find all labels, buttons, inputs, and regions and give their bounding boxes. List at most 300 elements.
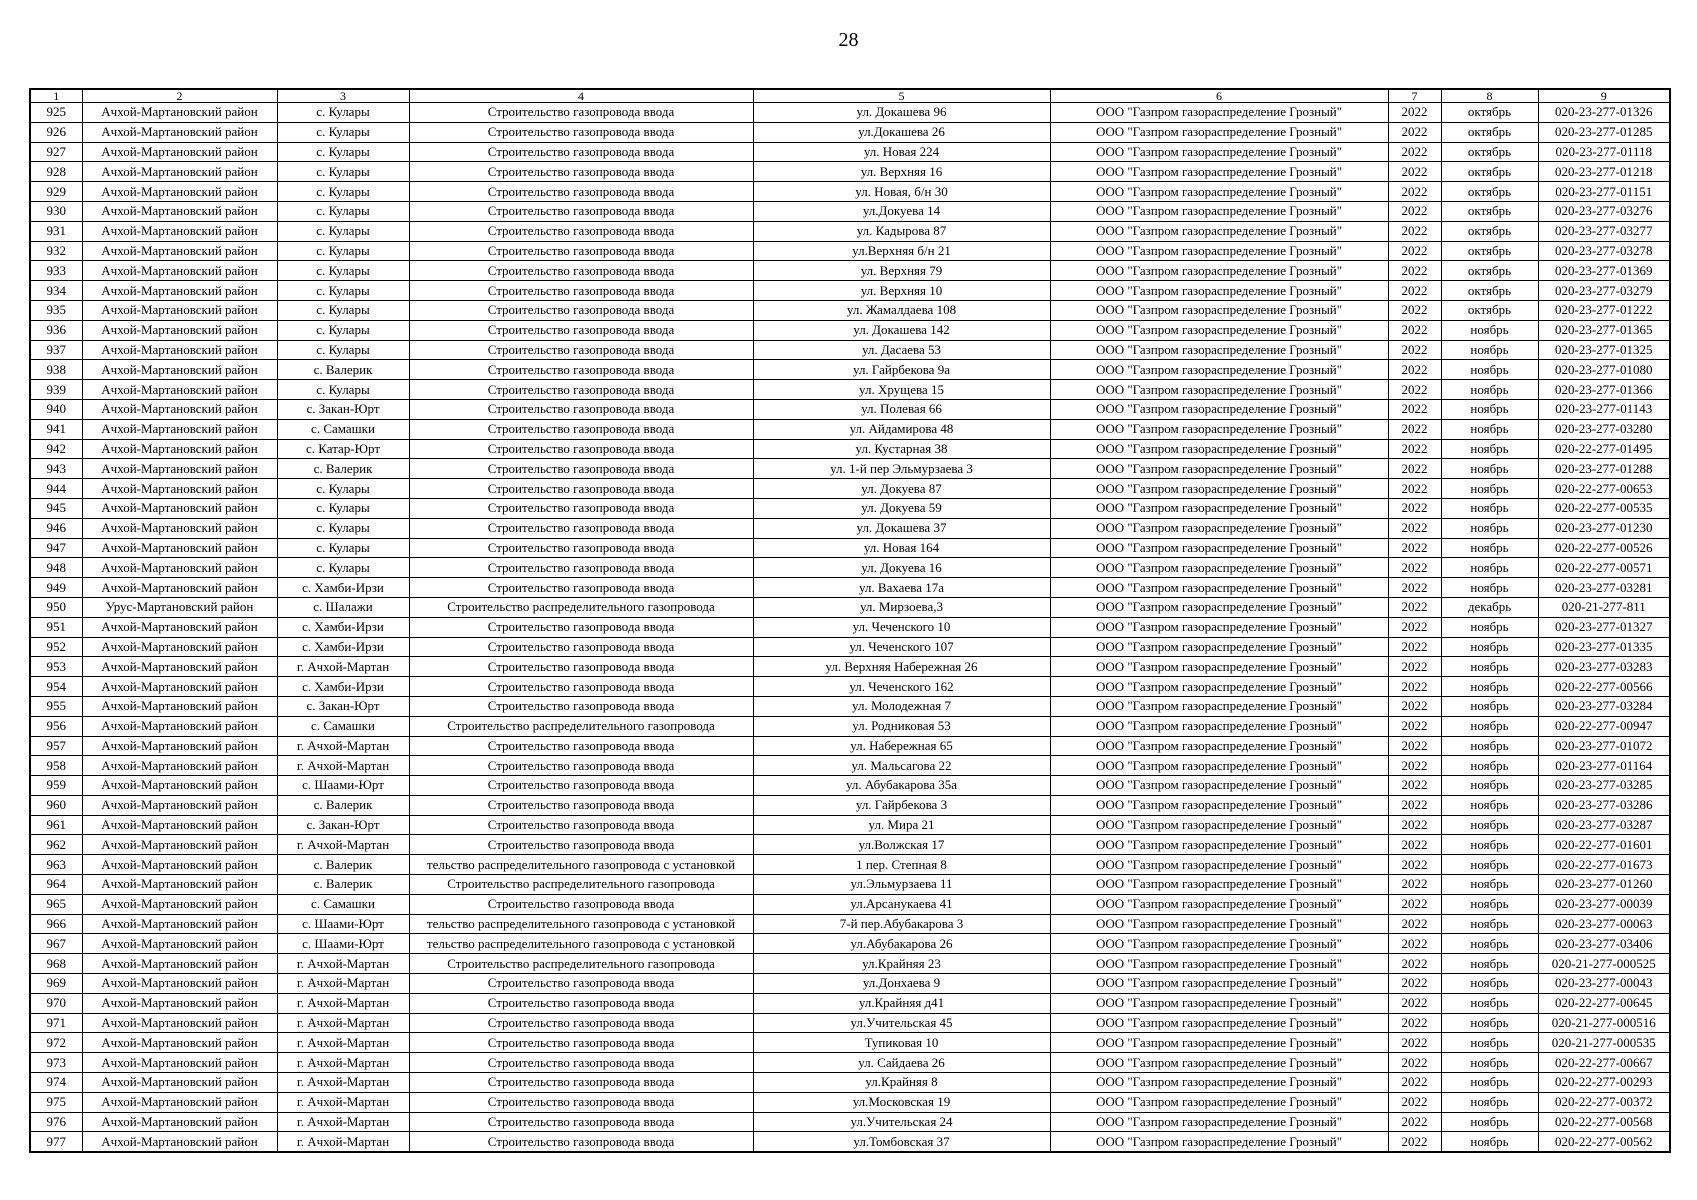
row-number-cell: 935 [30,300,82,320]
district-cell: Ачхой-Мартановский район [82,1112,277,1132]
month-cell: ноябрь [1441,1112,1538,1132]
year-cell: 2022 [1388,617,1441,637]
address-cell: ул. Гайрбекова 9а [753,360,1050,380]
year-cell: 2022 [1388,993,1441,1013]
row-number-cell: 931 [30,221,82,241]
organization-cell: ООО "Газпром газораспределение Грозный" [1050,162,1388,182]
permit-number-cell: 020-23-277-03276 [1538,201,1670,221]
row-number-cell: 939 [30,380,82,400]
row-number-cell: 948 [30,558,82,578]
year-cell: 2022 [1388,1073,1441,1093]
work-type-cell: Строительство газопровода ввода [409,459,753,479]
table-row [30,1112,1670,1132]
district-cell: Ачхой-Мартановский район [82,360,277,380]
permit-number-cell: 020-21-277-000516 [1538,1013,1670,1033]
work-type-cell: Строительство газопровода ввода [409,637,753,657]
permit-number-cell: 020-23-277-01325 [1538,340,1670,360]
row-number-cell: 976 [30,1112,82,1132]
year-cell: 2022 [1388,479,1441,499]
row-number-cell: 960 [30,795,82,815]
month-cell: ноябрь [1441,716,1538,736]
row-number-cell: 941 [30,419,82,439]
organization-cell: ООО "Газпром газораспределение Грозный" [1050,340,1388,360]
organization-cell: ООО "Газпром газораспределение Грозный" [1050,498,1388,518]
organization-cell: ООО "Газпром газораспределение Грозный" [1050,122,1388,142]
work-type-cell: Строительство распределительного газопровода [409,954,753,974]
district-cell: Ачхой-Мартановский район [82,221,277,241]
district-cell: Ачхой-Мартановский район [82,281,277,301]
work-type-cell: Строительство газопровода ввода [409,300,753,320]
organization-cell: ООО "Газпром газораспределение Грозный" [1050,835,1388,855]
district-cell: Ачхой-Мартановский район [82,103,277,123]
district-cell: Ачхой-Мартановский район [82,716,277,736]
address-cell: ул.Волжская 17 [753,835,1050,855]
permit-number-cell: 020-22-277-00293 [1538,1073,1670,1093]
year-cell: 2022 [1388,201,1441,221]
table-row [30,459,1670,479]
settlement-cell: с. Самашки [277,419,409,439]
permit-number-cell: 020-22-277-00667 [1538,1053,1670,1073]
month-cell: ноябрь [1441,360,1538,380]
work-type-cell: Строительство распределительного газопровода [409,597,753,617]
work-type-cell: Строительство газопровода ввода [409,974,753,994]
work-type-cell: Строительство газопровода ввода [409,241,753,261]
permit-number-cell: 020-23-277-00063 [1538,914,1670,934]
permit-number-cell: 020-23-277-03406 [1538,934,1670,954]
organization-cell: ООО "Газпром газораспределение Грозный" [1050,934,1388,954]
district-cell: Ачхой-Мартановский район [82,954,277,974]
permit-number-cell: 020-22-277-01673 [1538,855,1670,875]
permit-number-cell: 020-23-277-03283 [1538,657,1670,677]
district-cell: Ачхой-Мартановский район [82,320,277,340]
permit-number-cell: 020-23-277-01143 [1538,399,1670,419]
month-cell: ноябрь [1441,380,1538,400]
permit-number-cell: 020-22-277-00653 [1538,479,1670,499]
work-type-cell: Строительство газопровода ввода [409,558,753,578]
settlement-cell: г. Ачхой-Мартан [277,736,409,756]
address-cell: ул. Докашева 142 [753,320,1050,340]
table-row [30,993,1670,1013]
row-number-cell: 926 [30,122,82,142]
settlement-cell: г. Ачхой-Мартан [277,1132,409,1152]
table-row [30,1033,1670,1053]
settlement-cell: г. Ачхой-Мартан [277,993,409,1013]
district-cell: Ачхой-Мартановский район [82,875,277,895]
settlement-cell: с. Кулары [277,221,409,241]
settlement-cell: с. Кулары [277,201,409,221]
address-cell: ул.Учительская 45 [753,1013,1050,1033]
month-cell: ноябрь [1441,914,1538,934]
organization-cell: ООО "Газпром газораспределение Грозный" [1050,439,1388,459]
address-cell: ул. Гайрбекова 3 [753,795,1050,815]
month-cell: октябрь [1441,221,1538,241]
year-cell: 2022 [1388,1132,1441,1152]
month-cell: ноябрь [1441,835,1538,855]
settlement-cell: с. Шаами-Юрт [277,776,409,796]
address-cell: ул. Верхняя 79 [753,261,1050,281]
year-cell: 2022 [1388,182,1441,202]
year-cell: 2022 [1388,974,1441,994]
organization-cell: ООО "Газпром газораспределение Грозный" [1050,103,1388,123]
address-cell: ул. Хрущева 15 [753,380,1050,400]
address-cell: ул.Верхняя б/н 21 [753,241,1050,261]
work-type-cell: тельство распределительного газопровода с установкой [409,934,753,954]
work-type-cell: Строительство газопровода ввода [409,103,753,123]
settlement-cell: с. Кулары [277,380,409,400]
permit-number-cell: 020-23-277-01072 [1538,736,1670,756]
month-cell: октябрь [1441,300,1538,320]
month-cell: ноябрь [1441,1132,1538,1152]
year-cell: 2022 [1388,1013,1441,1033]
district-cell: Ачхой-Мартановский район [82,122,277,142]
district-cell: Ачхой-Мартановский район [82,993,277,1013]
district-cell: Ачхой-Мартановский район [82,795,277,815]
row-number-cell: 968 [30,954,82,974]
organization-cell: ООО "Газпром газораспределение Грозный" [1050,518,1388,538]
month-cell: ноябрь [1441,993,1538,1013]
settlement-cell: с. Кулары [277,281,409,301]
year-cell: 2022 [1388,320,1441,340]
district-cell: Ачхой-Мартановский район [82,855,277,875]
settlement-cell: с. Кулары [277,558,409,578]
table-row [30,103,1670,123]
table-row [30,1053,1670,1073]
column-number-row [30,89,1670,103]
table-row [30,677,1670,697]
row-number-cell: 937 [30,340,82,360]
row-number-cell: 956 [30,716,82,736]
permit-number-cell: 020-23-277-01164 [1538,756,1670,776]
month-cell: ноябрь [1441,320,1538,340]
address-cell: ул. Вахаева 17а [753,578,1050,598]
work-type-cell: Строительство газопровода ввода [409,677,753,697]
month-cell: ноябрь [1441,756,1538,776]
organization-cell: ООО "Газпром газораспределение Грозный" [1050,637,1388,657]
year-cell: 2022 [1388,597,1441,617]
month-cell: ноябрь [1441,954,1538,974]
table-row [30,835,1670,855]
row-number-cell: 959 [30,776,82,796]
year-cell: 2022 [1388,756,1441,776]
month-cell: ноябрь [1441,617,1538,637]
address-cell: ул. Дасаева 53 [753,340,1050,360]
work-type-cell: Строительство газопровода ввода [409,142,753,162]
year-cell: 2022 [1388,380,1441,400]
row-number-cell: 934 [30,281,82,301]
organization-cell: ООО "Газпром газораспределение Грозный" [1050,677,1388,697]
address-cell: ул. Мирзоева,3 [753,597,1050,617]
district-cell: Ачхой-Мартановский район [82,914,277,934]
district-cell: Ачхой-Мартановский район [82,479,277,499]
month-cell: ноябрь [1441,1033,1538,1053]
organization-cell: ООО "Газпром газораспределение Грозный" [1050,459,1388,479]
year-cell: 2022 [1388,795,1441,815]
permit-number-cell: 020-23-277-00043 [1538,974,1670,994]
address-cell: ул. Верхняя Набережная 26 [753,657,1050,677]
address-cell: ул. Новая 164 [753,538,1050,558]
row-number-cell: 936 [30,320,82,340]
permit-number-cell: 020-23-277-03286 [1538,795,1670,815]
organization-cell: ООО "Газпром газораспределение Грозный" [1050,954,1388,974]
work-type-cell: Строительство газопровода ввода [409,320,753,340]
address-cell: ул. Мальсагова 22 [753,756,1050,776]
organization-cell: ООО "Газпром газораспределение Грозный" [1050,914,1388,934]
settlement-cell: с. Шаами-Юрт [277,914,409,934]
settlement-cell: г. Ачхой-Мартан [277,1092,409,1112]
table-row [30,578,1670,598]
table-row [30,597,1670,617]
address-cell: ул.Крайняя 23 [753,954,1050,974]
work-type-cell: Строительство газопровода ввода [409,281,753,301]
work-type-cell: Строительство газопровода ввода [409,1092,753,1112]
month-cell: ноябрь [1441,974,1538,994]
table-row [30,696,1670,716]
address-cell: ул. Новая, б/н 30 [753,182,1050,202]
work-type-cell: Строительство газопровода ввода [409,815,753,835]
address-cell: ул. Чеченского 162 [753,677,1050,697]
organization-cell: ООО "Газпром газораспределение Грозный" [1050,617,1388,637]
settlement-cell: с. Самашки [277,894,409,914]
settlement-cell: с. Кулары [277,142,409,162]
organization-cell: ООО "Газпром газораспределение Грозный" [1050,993,1388,1013]
address-cell: ул. Кустарная 38 [753,439,1050,459]
address-cell: ул.Томбовская 37 [753,1132,1050,1152]
address-cell: ул. Жамалдаева 108 [753,300,1050,320]
month-cell: ноябрь [1441,518,1538,538]
year-cell: 2022 [1388,558,1441,578]
work-type-cell: тельство распределительного газопровода с установкой [409,855,753,875]
table-row [30,1092,1670,1112]
settlement-cell: г. Ачхой-Мартан [277,974,409,994]
table-row [30,498,1670,518]
district-cell: Ачхой-Мартановский район [82,1092,277,1112]
address-cell: ул. 1-й пер Эльмурзаева 3 [753,459,1050,479]
district-cell: Ачхой-Мартановский район [82,1013,277,1033]
month-cell: ноябрь [1441,815,1538,835]
address-cell: ул.Арсанукаева 41 [753,894,1050,914]
table-row [30,162,1670,182]
district-cell: Ачхой-Мартановский район [82,300,277,320]
month-cell: ноябрь [1441,657,1538,677]
row-number-cell: 961 [30,815,82,835]
permit-number-cell: 020-22-277-00535 [1538,498,1670,518]
address-cell: ул. Родниковая 53 [753,716,1050,736]
table-row [30,439,1670,459]
work-type-cell: Строительство газопровода ввода [409,756,753,776]
organization-cell: ООО "Газпром газораспределение Грозный" [1050,1073,1388,1093]
work-type-cell: Строительство газопровода ввода [409,419,753,439]
permit-number-cell: 020-22-277-00566 [1538,677,1670,697]
district-cell: Ачхой-Мартановский район [82,162,277,182]
table-row [30,974,1670,994]
row-number-cell: 972 [30,1033,82,1053]
work-type-cell: Строительство газопровода ввода [409,736,753,756]
permit-number-cell: 020-23-277-03285 [1538,776,1670,796]
year-cell: 2022 [1388,241,1441,261]
settlement-cell: с. Кулары [277,518,409,538]
permit-number-cell: 020-23-277-01080 [1538,360,1670,380]
column-number-cell: 5 [753,89,1050,103]
permit-number-cell: 020-23-277-01326 [1538,103,1670,123]
work-type-cell: Строительство газопровода ввода [409,894,753,914]
work-type-cell: Строительство газопровода ввода [409,538,753,558]
column-number-cell: 6 [1050,89,1388,103]
table-row [30,241,1670,261]
row-number-cell: 932 [30,241,82,261]
organization-cell: ООО "Газпром газораспределение Грозный" [1050,1132,1388,1152]
work-type-cell: Строительство газопровода ввода [409,835,753,855]
year-cell: 2022 [1388,162,1441,182]
permit-number-cell: 020-21-277-000535 [1538,1033,1670,1053]
table-row [30,558,1670,578]
settlement-cell: г. Ачхой-Мартан [277,1112,409,1132]
table-row [30,795,1670,815]
year-cell: 2022 [1388,914,1441,934]
row-number-cell: 952 [30,637,82,657]
year-cell: 2022 [1388,855,1441,875]
permit-number-cell: 020-21-277-811 [1538,597,1670,617]
address-cell: ул. Сайдаева 26 [753,1053,1050,1073]
table-row [30,815,1670,835]
organization-cell: ООО "Газпром газораспределение Грозный" [1050,736,1388,756]
district-cell: Ачхой-Мартановский район [82,1073,277,1093]
settlement-cell: с. Закан-Юрт [277,696,409,716]
work-type-cell: Строительство газопровода ввода [409,479,753,499]
organization-cell: ООО "Газпром газораспределение Грозный" [1050,795,1388,815]
district-cell: Ачхой-Мартановский район [82,1053,277,1073]
table-row [30,518,1670,538]
month-cell: ноябрь [1441,934,1538,954]
settlement-cell: с. Кулары [277,300,409,320]
work-type-cell: Строительство газопровода ввода [409,795,753,815]
address-cell: ул. Чеченского 10 [753,617,1050,637]
month-cell: октябрь [1441,142,1538,162]
organization-cell: ООО "Газпром газораспределение Грозный" [1050,320,1388,340]
permit-number-cell: 020-23-277-01218 [1538,162,1670,182]
month-cell: октябрь [1441,241,1538,261]
year-cell: 2022 [1388,716,1441,736]
month-cell: ноябрь [1441,736,1538,756]
settlement-cell: с. Валерик [277,855,409,875]
row-number-cell: 949 [30,578,82,598]
month-cell: ноябрь [1441,875,1538,895]
work-type-cell: Строительство газопровода ввода [409,261,753,281]
month-cell: ноябрь [1441,558,1538,578]
table-row [30,637,1670,657]
address-cell: ул. Верхняя 10 [753,281,1050,301]
year-cell: 2022 [1388,776,1441,796]
district-cell: Ачхой-Мартановский район [82,261,277,281]
page-number: 28 [838,29,859,51]
year-cell: 2022 [1388,894,1441,914]
district-cell: Ачхой-Мартановский район [82,1132,277,1152]
organization-cell: ООО "Газпром газораспределение Грозный" [1050,479,1388,499]
table-row [30,716,1670,736]
table-row [30,221,1670,241]
row-number-cell: 962 [30,835,82,855]
address-cell: 7-й пер.Абубакарова 3 [753,914,1050,934]
work-type-cell: Строительство газопровода ввода [409,1033,753,1053]
district-cell: Ачхой-Мартановский район [82,498,277,518]
organization-cell: ООО "Газпром газораспределение Грозный" [1050,756,1388,776]
district-cell: Ачхой-Мартановский район [82,538,277,558]
permit-number-cell: 020-22-277-00562 [1538,1132,1670,1152]
row-number-cell: 973 [30,1053,82,1073]
month-cell: ноябрь [1441,498,1538,518]
work-type-cell: Строительство газопровода ввода [409,201,753,221]
month-cell: ноябрь [1441,340,1538,360]
table-row [30,756,1670,776]
row-number-cell: 967 [30,934,82,954]
address-cell: ул. Абубакарова 35а [753,776,1050,796]
settlement-cell: с. Шалажи [277,597,409,617]
settlement-cell: с. Кулары [277,241,409,261]
table-row [30,538,1670,558]
row-number-cell: 950 [30,597,82,617]
settlement-cell: с. Валерик [277,360,409,380]
row-number-cell: 940 [30,399,82,419]
year-cell: 2022 [1388,538,1441,558]
settlement-cell: с. Валерик [277,795,409,815]
year-cell: 2022 [1388,736,1441,756]
district-cell: Ачхой-Мартановский район [82,657,277,677]
row-number-cell: 964 [30,875,82,895]
work-type-cell: Строительство газопровода ввода [409,1132,753,1152]
year-cell: 2022 [1388,419,1441,439]
year-cell: 2022 [1388,934,1441,954]
table-row [30,914,1670,934]
row-number-cell: 938 [30,360,82,380]
district-cell: Ачхой-Мартановский район [82,835,277,855]
table-row [30,399,1670,419]
settlement-cell: с. Кулары [277,182,409,202]
work-type-cell: Строительство газопровода ввода [409,657,753,677]
table-row [30,340,1670,360]
organization-cell: ООО "Газпром газораспределение Грозный" [1050,142,1388,162]
permit-number-cell: 020-23-277-01230 [1538,518,1670,538]
address-cell: ул.Абубакарова 26 [753,934,1050,954]
district-cell: Ачхой-Мартановский район [82,934,277,954]
row-number-cell: 969 [30,974,82,994]
organization-cell: ООО "Газпром газораспределение Грозный" [1050,182,1388,202]
month-cell: октябрь [1441,103,1538,123]
table-row [30,875,1670,895]
year-cell: 2022 [1388,103,1441,123]
organization-cell: ООО "Газпром газораспределение Грозный" [1050,201,1388,221]
district-cell: Ачхой-Мартановский район [82,419,277,439]
settlement-cell: с. Кулары [277,479,409,499]
district-cell: Ачхой-Мартановский район [82,439,277,459]
permit-number-cell: 020-21-277-000525 [1538,954,1670,974]
table-row [30,1073,1670,1093]
month-cell: октябрь [1441,261,1538,281]
district-cell: Ачхой-Мартановский район [82,340,277,360]
organization-cell: ООО "Газпром газораспределение Грозный" [1050,875,1388,895]
row-number-cell: 933 [30,261,82,281]
organization-cell: ООО "Газпром газораспределение Грозный" [1050,300,1388,320]
table-row [30,934,1670,954]
district-cell: Ачхой-Мартановский район [82,459,277,479]
month-cell: ноябрь [1441,637,1538,657]
row-number-cell: 975 [30,1092,82,1112]
settlement-cell: г. Ачхой-Мартан [277,1053,409,1073]
row-number-cell: 963 [30,855,82,875]
permit-number-cell: 020-23-277-03281 [1538,578,1670,598]
work-type-cell: тельство распределительного газопровода с установкой [409,914,753,934]
work-type-cell: Строительство газопровода ввода [409,578,753,598]
work-type-cell: Строительство газопровода ввода [409,221,753,241]
address-cell: 1 пер. Степная 8 [753,855,1050,875]
